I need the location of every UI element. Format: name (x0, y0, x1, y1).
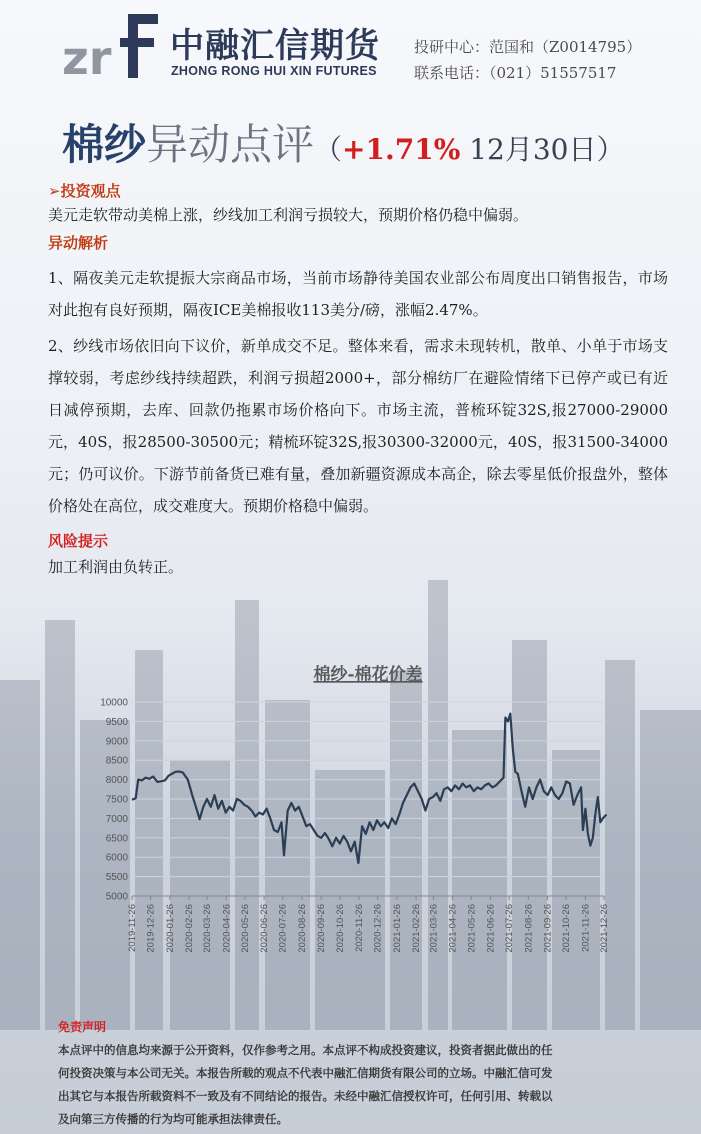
report-header (0, 0, 701, 95)
researcher-line: 投研中心：范国和（Z0014795） (414, 38, 642, 56)
disclaimer-line: 及向第三方传播的行为均可能承担法律责任。 (58, 1112, 288, 1126)
analysis-paragraph-2: 2、纱线市场依旧向下议价，新单成交不足。整体来看，需求未现转机，散单、小单于市场支撑较弱，考虑纱线持续超跌，利润亏损超2000+，部分棉纺厂在避险情绪下已停产或已有近日减停预期，去库、回款仍拖累市场价格向下。市场主流，普梳环锭32S,报27000-29000元，40S，报28500-30500元；精梳环锭32S,报30300-32000元，40S，报31500-34000元；仍可议价。下游节前备货已难有量，叠加新疆资源成本高企，除去零星低价报盘外，整体价格处在高位，成交难度大。预期价格稳中偏弱。 (48, 337, 668, 515)
title-product: 棉纱 (62, 120, 147, 169)
x-tick-label: 2021-05-26 (466, 904, 478, 953)
x-tick-label: 2020-04-26 (221, 904, 233, 953)
title-open-paren: （ (314, 133, 343, 166)
y-tick-label: 9500 (105, 716, 128, 728)
x-tick-label: 2021-07-26 (504, 904, 516, 953)
phone-line: 联系电话：（021）51557517 (414, 64, 617, 82)
y-tick-label: 7500 (105, 794, 128, 806)
y-tick-label: 6500 (105, 833, 128, 845)
x-tick-label: 2020-03-26 (202, 904, 214, 953)
chart-title: 棉纱-棉花价差 (313, 665, 423, 685)
analysis-paragraph-1: 1、隔夜美元走软提振大宗商品市场，当前市场静待美国农业部公布周度出口销售报告，市场对此抱有良好预期，隔夜ICE美棉报收113美分/磅，涨幅2.47%。 (48, 269, 668, 319)
page-title (62, 112, 624, 172)
y-tick-label: 7000 (105, 813, 128, 825)
y-tick-label: 6000 (105, 852, 128, 864)
title-kind: 异动点评 (146, 120, 315, 169)
x-tick-label: 2020-08-26 (296, 904, 308, 953)
y-tick-label: 9000 (105, 736, 128, 748)
view-heading: ➢投资观点 (48, 182, 121, 200)
x-tick-label: 2021-01-26 (391, 904, 403, 953)
x-tick-label: 2021-09-26 (542, 904, 554, 953)
risk-text: 加工利润由负转正。 (48, 558, 184, 576)
company-name-en: ZHONG RONG HUI XIN FUTURES (171, 64, 377, 78)
x-tick-label: 2021-02-26 (411, 904, 423, 953)
analysis-heading: 异动解析 (48, 234, 109, 252)
risk-heading: 风险提示 (48, 532, 109, 550)
y-tick-label: 10000 (100, 697, 128, 709)
y-tick-label: 5000 (105, 891, 128, 903)
series-line (132, 714, 607, 863)
contact-info (414, 34, 641, 86)
disclaimer (58, 1016, 646, 1131)
x-tick-label: 2020-09-26 (316, 904, 328, 953)
x-tick-label: 2021-11-26 (580, 904, 592, 952)
x-tick-label: 2020-01-26 (164, 904, 176, 953)
y-tick-label: 8500 (105, 755, 128, 767)
x-tick-label: 2020-07-26 (277, 904, 289, 953)
y-tick-label: 8000 (105, 775, 128, 787)
x-tick-label: 2019-11-26 (127, 904, 138, 952)
x-tick-label: 2020-11-26 (354, 904, 366, 952)
y-tick-label: 5500 (105, 872, 128, 884)
company-logo-icon (62, 12, 162, 80)
x-tick-label: 2021-08-26 (523, 904, 535, 953)
x-tick-label: 2021-10-26 (561, 904, 573, 953)
spread-chart (96, 660, 616, 980)
x-tick-label: 2020-10-26 (334, 904, 346, 953)
x-tick-label: 2021-03-26 (428, 904, 440, 953)
view-text: 美元走软带动美棉上涨，纱线加工利润亏损较大，预期价格仍稳中偏弱。 (48, 206, 529, 224)
x-tick-label: 2021-12-26 (599, 904, 610, 953)
x-tick-label: 2020-05-26 (239, 904, 251, 953)
x-tick-label: 2020-02-26 (184, 904, 196, 953)
x-tick-label: 2021-06-26 (485, 904, 497, 953)
title-date: 12月30日） (460, 133, 625, 166)
x-tick-label: 2020-12-26 (372, 904, 384, 953)
company-name-cn: 中融汇信期货 (170, 26, 380, 66)
spread-chart-svg (96, 660, 616, 980)
disclaimer-line: 何投资决策与本公司无关。本报告所载的观点不代表中融汇信期货有限公司的立场。中融汇信可发 (58, 1066, 553, 1080)
disclaimer-heading: 免责声明 (58, 1020, 107, 1034)
disclaimer-line: 出其它与本报告所载资料不一致及有不同结论的报告。未经中融汇信授权许可，任何引用、转载以 (58, 1089, 553, 1103)
report-body (48, 180, 668, 580)
x-tick-label: 2019-12-26 (145, 904, 157, 953)
svg-text:zr: zr (62, 31, 112, 80)
x-tick-label: 2020-06-26 (259, 904, 271, 953)
disclaimer-line: 本点评中的信息均来源于公开资料，仅作参考之用。本点评不构成投资建议，投资者据此做出的任 (58, 1043, 553, 1057)
title-change: +1.71% (342, 133, 461, 166)
x-tick-label: 2021-04-26 (447, 904, 459, 953)
